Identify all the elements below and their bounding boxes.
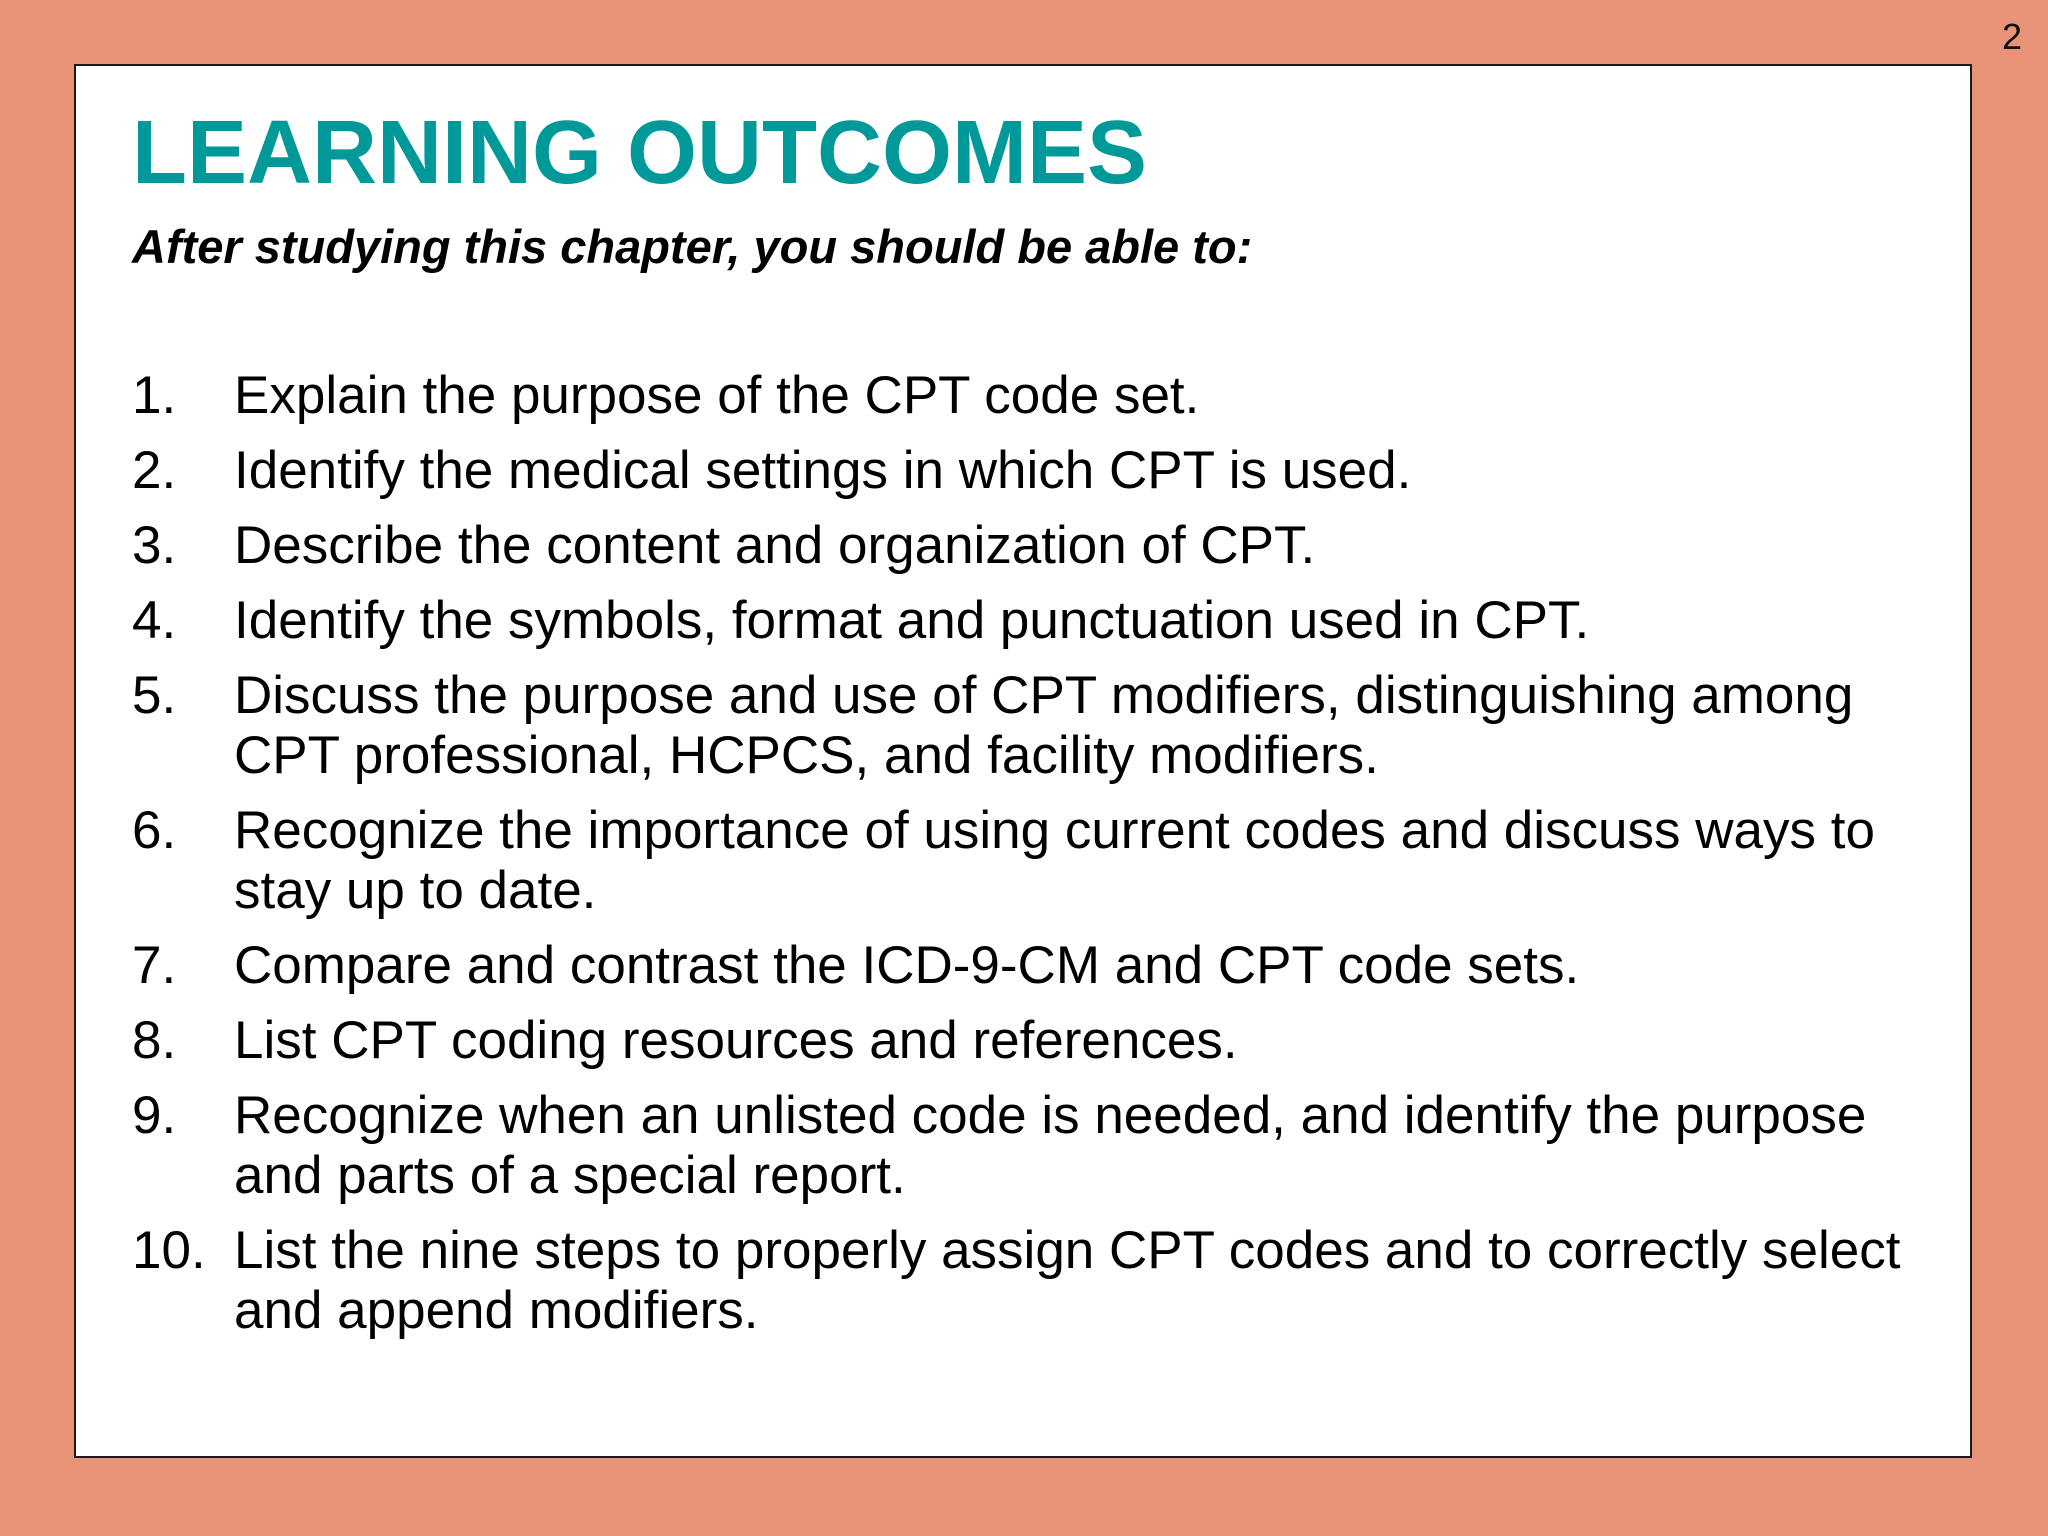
outcome-number: 6. [132, 801, 177, 860]
outcome-item [132, 666, 1932, 786]
learning-outcomes-list [132, 366, 1932, 1356]
outcome-item [132, 1221, 1932, 1341]
outcome-item [132, 441, 1932, 501]
outcome-text: Recognize when an unlisted code is needed, and identify the purpose and parts of a special report. [234, 1086, 1867, 1205]
outcome-number: 5. [132, 666, 177, 725]
outcome-text: Recognize the importance of using current codes and discuss ways to stay up to date. [234, 801, 1875, 920]
outcome-number: 1. [132, 366, 177, 425]
outcome-number: 4. [132, 591, 177, 650]
outcome-item [132, 801, 1932, 921]
outcome-item [132, 366, 1932, 426]
outcome-text: Explain the purpose of the CPT code set. [234, 366, 1200, 425]
outcome-text: Discuss the purpose and use of CPT modifiers, distinguishing among CPT professional, HCPCS, and facility modifiers. [234, 666, 1854, 785]
page-number: 2 [2001, 16, 2022, 57]
outcome-text: Compare and contrast the ICD-9-CM and CPT code sets. [234, 936, 1580, 995]
slide-subtitle: After studying this chapter, you should be able to: [132, 220, 1253, 273]
outcome-item [132, 591, 1932, 651]
outcome-text: List the nine steps to properly assign CPT codes and to correctly select and append modifiers. [234, 1221, 1901, 1340]
outcome-number: 2. [132, 441, 177, 500]
outcome-text: Identify the medical settings in which CPT is used. [234, 441, 1412, 500]
outcome-text: List CPT coding resources and references. [234, 1011, 1238, 1070]
outcome-item [132, 1011, 1932, 1071]
outcome-number: 8. [132, 1011, 177, 1070]
slide-content [74, 64, 1972, 1458]
outcome-number: 9. [132, 1086, 177, 1145]
outcome-item [132, 936, 1932, 996]
outcome-number: 7. [132, 936, 177, 995]
outcome-number: 3. [132, 516, 177, 575]
outcome-text: Identify the symbols, format and punctuation used in CPT. [234, 591, 1590, 650]
outcome-text: Describe the content and organization of CPT. [234, 516, 1316, 575]
outcome-number: 10. [132, 1221, 206, 1280]
outcome-item [132, 1086, 1932, 1206]
slide-title: LEARNING OUTCOMES [132, 103, 1148, 203]
outcome-item [132, 516, 1932, 576]
